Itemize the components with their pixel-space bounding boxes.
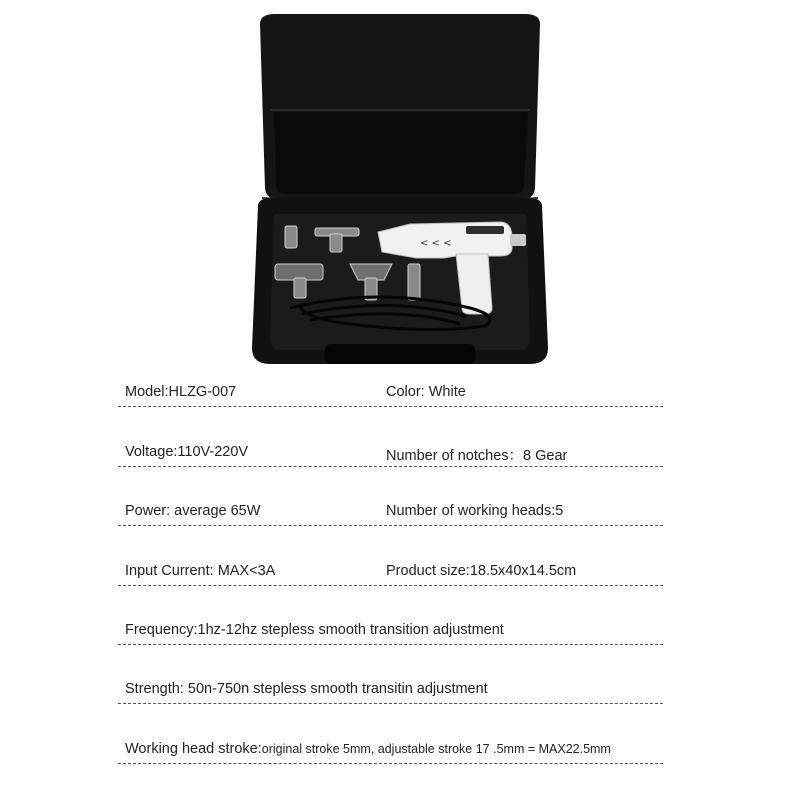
dashed-divider [118, 703, 663, 704]
working-heads-spec: Number of working heads:5 [386, 503, 564, 519]
spec-row-5 [118, 622, 663, 646]
voltage-spec: Voltage:110V-220V [125, 444, 249, 460]
spec-row-1 [118, 384, 663, 408]
model-spec: Model:HLZG-007 [125, 384, 237, 400]
frequency-spec: Frequency:1hz-12hz stepless smooth transition adjustment [125, 622, 504, 638]
dashed-divider [118, 466, 663, 467]
dashed-divider [118, 763, 663, 764]
stroke-spec: Working head stroke:original stroke 5mm, adjustable stroke 17 .5mm = MAX22.5mm [125, 741, 611, 757]
lid-inner-mesh [274, 112, 528, 194]
spec-row-2 [118, 444, 663, 468]
dashed-divider [118, 644, 663, 645]
dashed-divider [118, 585, 663, 586]
spec-row-4 [118, 563, 663, 587]
strength-spec: Strength: 50n-750n stepless smooth transitin adjustment [125, 681, 488, 697]
spec-row-3 [118, 503, 663, 527]
power-spec: Power: average 65W [125, 503, 261, 519]
dashed-divider [118, 406, 663, 407]
svg-text:< < <: < < < [420, 238, 452, 249]
case-handle [325, 344, 475, 364]
product-size-spec: Product size:18.5x40x14.5cm [386, 563, 577, 579]
notches-spec: Number of notches：8 Gear [386, 448, 568, 464]
color-spec: Color: White [386, 384, 466, 400]
spec-row-6 [118, 681, 663, 705]
spec-row-7 [118, 741, 663, 765]
carry-case-photo [230, 8, 570, 378]
input-current-spec: Input Current: MAX<3A [125, 563, 276, 579]
dashed-divider [118, 525, 663, 526]
